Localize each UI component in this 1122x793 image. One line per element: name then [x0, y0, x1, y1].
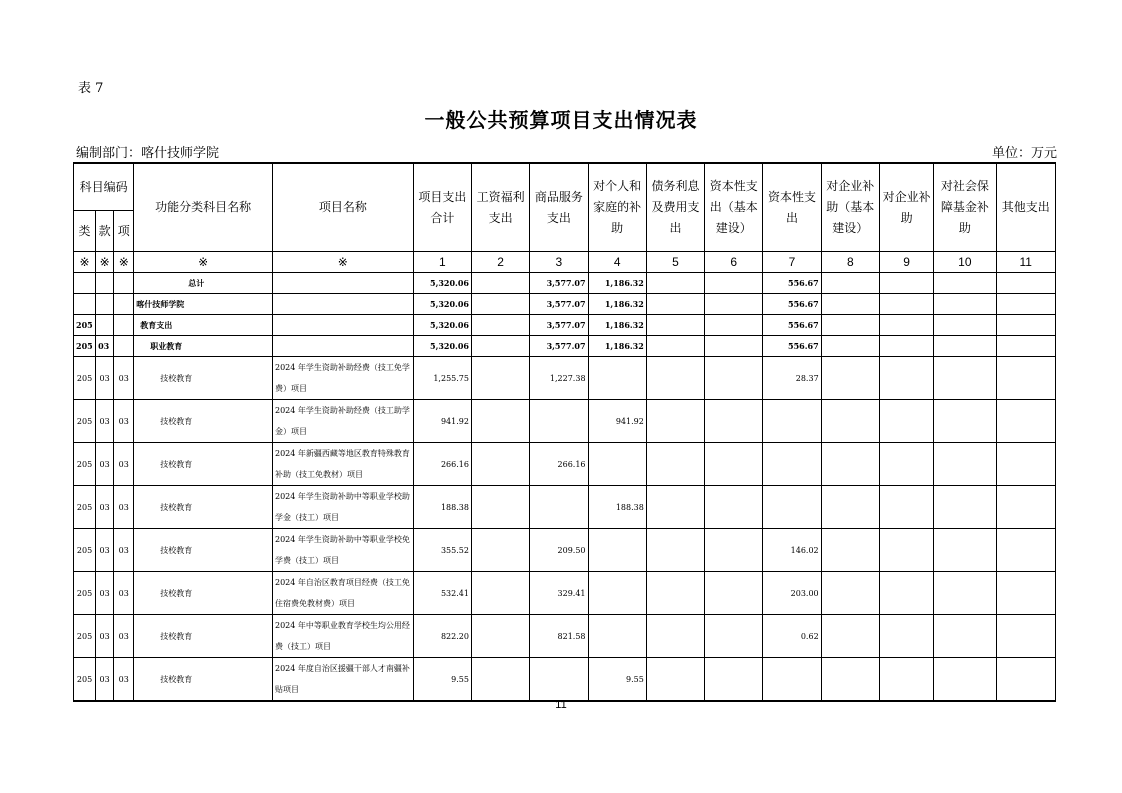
index-cell: 9 — [879, 252, 933, 273]
func-name-cell: 职业教育 — [134, 336, 273, 357]
value-cell: 556.67 — [763, 315, 821, 336]
index-cell: ※ — [134, 252, 273, 273]
value-cell — [879, 658, 933, 702]
value-cell: 5,320.06 — [413, 336, 471, 357]
value-cell — [879, 357, 933, 400]
value-cell — [471, 315, 529, 336]
value-cell: 3,577.07 — [530, 315, 588, 336]
index-cell: ※ — [272, 252, 413, 273]
summary-row — [74, 294, 1056, 315]
value-cell — [705, 486, 763, 529]
value-cell — [821, 273, 879, 294]
value-cell: 1,186.32 — [588, 336, 646, 357]
lei-cell: 205 — [74, 615, 96, 658]
kuan-cell: 03 — [96, 443, 114, 486]
func-name-cell: 技校教育 — [134, 486, 273, 529]
xiang-cell — [114, 336, 134, 357]
lei-cell — [74, 273, 96, 294]
kuan-cell — [96, 315, 114, 336]
lei-cell — [74, 294, 96, 315]
kuan-cell: 03 — [96, 486, 114, 529]
header-col-7: 资本性支出 — [763, 163, 821, 252]
value-cell — [934, 315, 996, 336]
value-cell — [879, 443, 933, 486]
proj-name-cell: 2024 年中等职业教育学校生均公用经费（技工）项目 — [272, 615, 413, 658]
value-cell: 203.00 — [763, 572, 821, 615]
index-cell: ※ — [114, 252, 134, 273]
kuan-cell: 03 — [96, 336, 114, 357]
value-cell — [821, 572, 879, 615]
kuan-cell: 03 — [96, 400, 114, 443]
value-cell — [996, 443, 1055, 486]
value-cell — [705, 357, 763, 400]
xiang-cell: 03 — [114, 400, 134, 443]
lei-cell: 205 — [74, 658, 96, 702]
value-cell — [588, 615, 646, 658]
value-cell — [821, 443, 879, 486]
lei-cell: 205 — [74, 400, 96, 443]
department-label: 编制部门：喀什技师学院 — [76, 146, 220, 161]
value-cell — [705, 529, 763, 572]
table-row — [74, 658, 1056, 702]
value-cell — [879, 400, 933, 443]
column-index-row — [74, 252, 1056, 273]
value-cell: 146.02 — [763, 529, 821, 572]
value-cell: 1,227.38 — [530, 357, 588, 400]
value-cell — [705, 336, 763, 357]
value-cell: 28.37 — [763, 357, 821, 400]
value-cell — [934, 273, 996, 294]
table-row — [74, 615, 1056, 658]
value-cell: 556.67 — [763, 336, 821, 357]
proj-name-cell: 2024 年度自治区援疆干部人才南疆补贴项目 — [272, 658, 413, 702]
index-cell: 10 — [934, 252, 996, 273]
value-cell — [821, 336, 879, 357]
value-cell — [996, 400, 1055, 443]
func-name-cell: 技校教育 — [134, 658, 273, 702]
value-cell — [530, 658, 588, 702]
index-cell: 4 — [588, 252, 646, 273]
value-cell — [996, 572, 1055, 615]
value-cell — [934, 572, 996, 615]
header-col-6: 资本性支出（基本建设） — [705, 163, 763, 252]
value-cell: 941.92 — [588, 400, 646, 443]
xiang-cell: 03 — [114, 486, 134, 529]
unit-label: 单位：万元 — [992, 146, 1058, 161]
table-row — [74, 572, 1056, 615]
page-title: 一般公共预算项目支出情况表 — [424, 108, 698, 132]
index-cell: 8 — [821, 252, 879, 273]
value-cell — [588, 529, 646, 572]
value-cell: 5,320.06 — [413, 294, 471, 315]
value-cell — [821, 529, 879, 572]
value-cell — [705, 294, 763, 315]
proj-name-cell — [272, 336, 413, 357]
index-cell: 1 — [413, 252, 471, 273]
header-col-3: 商品服务支出 — [530, 163, 588, 252]
index-cell: ※ — [74, 252, 96, 273]
header-proj-name: 项目名称 — [272, 163, 413, 252]
value-cell — [879, 336, 933, 357]
value-cell — [996, 658, 1055, 702]
value-cell: 1,186.32 — [588, 273, 646, 294]
kuan-cell: 03 — [96, 572, 114, 615]
value-cell: 9.55 — [413, 658, 471, 702]
value-cell: 188.38 — [413, 486, 471, 529]
value-cell — [588, 443, 646, 486]
kuan-cell: 03 — [96, 615, 114, 658]
value-cell — [646, 273, 704, 294]
lei-cell: 205 — [74, 486, 96, 529]
header-func-name: 功能分类科目名称 — [134, 163, 273, 252]
index-cell: 7 — [763, 252, 821, 273]
value-cell — [879, 315, 933, 336]
value-cell — [934, 294, 996, 315]
value-cell — [646, 486, 704, 529]
value-cell: 9.55 — [588, 658, 646, 702]
value-cell: 188.38 — [588, 486, 646, 529]
value-cell — [646, 357, 704, 400]
value-cell — [996, 294, 1055, 315]
table-row — [74, 400, 1056, 443]
index-cell: ※ — [96, 252, 114, 273]
value-cell — [996, 273, 1055, 294]
kuan-cell: 03 — [96, 357, 114, 400]
header-code-group: 科目编码 — [74, 163, 134, 211]
value-cell — [471, 357, 529, 400]
kuan-cell — [96, 294, 114, 315]
xiang-cell — [114, 315, 134, 336]
header-col-5: 债务利息及费用支出 — [646, 163, 704, 252]
table-row — [74, 443, 1056, 486]
index-cell: 11 — [996, 252, 1055, 273]
value-cell — [763, 443, 821, 486]
lei-cell: 205 — [74, 443, 96, 486]
value-cell — [530, 400, 588, 443]
header-col-11: 其他支出 — [996, 163, 1055, 252]
value-cell — [471, 615, 529, 658]
budget-table — [73, 162, 1056, 702]
value-cell — [471, 572, 529, 615]
value-cell — [821, 357, 879, 400]
func-name-cell: 技校教育 — [134, 400, 273, 443]
value-cell — [530, 486, 588, 529]
value-cell — [705, 615, 763, 658]
proj-name-cell: 2024 年学生资助补助中等职业学校免学费（技工）项目 — [272, 529, 413, 572]
value-cell — [879, 529, 933, 572]
xiang-cell: 03 — [114, 357, 134, 400]
value-cell — [646, 572, 704, 615]
proj-name-cell — [272, 294, 413, 315]
value-cell — [471, 400, 529, 443]
value-cell — [588, 357, 646, 400]
value-cell: 0.62 — [763, 615, 821, 658]
func-name-cell: 技校教育 — [134, 443, 273, 486]
value-cell — [763, 658, 821, 702]
value-cell: 3,577.07 — [530, 273, 588, 294]
table-number: 表 7 — [78, 81, 104, 96]
value-cell — [996, 529, 1055, 572]
value-cell — [879, 294, 933, 315]
value-cell: 5,320.06 — [413, 273, 471, 294]
proj-name-cell: 2024 年自治区教育项目经费（技工免住宿费免教材费）项目 — [272, 572, 413, 615]
value-cell — [821, 658, 879, 702]
table-row — [74, 486, 1056, 529]
value-cell — [646, 400, 704, 443]
index-cell: 5 — [646, 252, 704, 273]
value-cell — [705, 273, 763, 294]
xiang-cell: 03 — [114, 615, 134, 658]
value-cell: 1,186.32 — [588, 294, 646, 315]
value-cell — [471, 658, 529, 702]
value-cell — [821, 294, 879, 315]
table-body — [74, 252, 1056, 702]
value-cell — [646, 443, 704, 486]
value-cell: 3,577.07 — [530, 336, 588, 357]
value-cell: 5,320.06 — [413, 315, 471, 336]
value-cell — [934, 615, 996, 658]
kuan-cell: 03 — [96, 529, 114, 572]
value-cell: 209.50 — [530, 529, 588, 572]
xiang-cell — [114, 273, 134, 294]
header-col-1: 项目支出合计 — [413, 163, 471, 252]
lei-cell: 205 — [74, 529, 96, 572]
kuan-cell — [96, 273, 114, 294]
xiang-cell: 03 — [114, 658, 134, 702]
value-cell: 266.16 — [413, 443, 471, 486]
value-cell: 3,577.07 — [530, 294, 588, 315]
value-cell — [588, 572, 646, 615]
func-name-cell: 技校教育 — [134, 572, 273, 615]
value-cell — [879, 273, 933, 294]
func-name-cell: 技校教育 — [134, 615, 273, 658]
lei-cell: 205 — [74, 572, 96, 615]
value-cell — [934, 336, 996, 357]
lei-cell: 205 — [74, 357, 96, 400]
value-cell — [705, 400, 763, 443]
header-lei: 类 — [74, 211, 96, 252]
value-cell — [705, 443, 763, 486]
func-name-cell: 喀什技师学院 — [134, 294, 273, 315]
value-cell — [821, 315, 879, 336]
proj-name-cell — [272, 273, 413, 294]
func-name-cell: 教育支出 — [134, 315, 273, 336]
lei-cell: 205 — [74, 315, 96, 336]
value-cell: 532.41 — [413, 572, 471, 615]
value-cell: 1,255.75 — [413, 357, 471, 400]
proj-name-cell — [272, 315, 413, 336]
value-cell — [879, 486, 933, 529]
value-cell: 329.41 — [530, 572, 588, 615]
index-cell: 3 — [530, 252, 588, 273]
xiang-cell: 03 — [114, 572, 134, 615]
value-cell — [821, 486, 879, 529]
proj-name-cell: 2024 年学生资助补助中等职业学校助学金（技工）项目 — [272, 486, 413, 529]
value-cell — [646, 336, 704, 357]
value-cell: 941.92 — [413, 400, 471, 443]
value-cell — [934, 443, 996, 486]
value-cell: 556.67 — [763, 294, 821, 315]
value-cell — [996, 357, 1055, 400]
value-cell — [471, 273, 529, 294]
table-row — [74, 357, 1056, 400]
value-cell — [646, 294, 704, 315]
func-name-cell: 技校教育 — [134, 529, 273, 572]
xiang-cell — [114, 294, 134, 315]
value-cell — [934, 486, 996, 529]
value-cell — [646, 615, 704, 658]
header-col-9: 对企业补助 — [879, 163, 933, 252]
header-col-10: 对社会保障基金补助 — [934, 163, 996, 252]
value-cell — [705, 572, 763, 615]
value-cell — [934, 400, 996, 443]
kuan-cell: 03 — [96, 658, 114, 702]
index-cell: 2 — [471, 252, 529, 273]
proj-name-cell: 2024 年新疆西藏等地区教育特殊教育补助（技工免教材）项目 — [272, 443, 413, 486]
value-cell — [763, 486, 821, 529]
value-cell — [996, 336, 1055, 357]
summary-row — [74, 336, 1056, 357]
value-cell — [763, 400, 821, 443]
value-cell — [934, 357, 996, 400]
value-cell — [705, 658, 763, 702]
value-cell — [821, 400, 879, 443]
value-cell — [821, 615, 879, 658]
table-row — [74, 529, 1056, 572]
value-cell — [471, 486, 529, 529]
value-cell: 822.20 — [413, 615, 471, 658]
value-cell — [646, 315, 704, 336]
value-cell — [934, 529, 996, 572]
value-cell — [646, 658, 704, 702]
value-cell — [646, 529, 704, 572]
value-cell: 821.58 — [530, 615, 588, 658]
header-col-2: 工资福利支出 — [471, 163, 529, 252]
summary-row — [74, 315, 1056, 336]
value-cell — [471, 529, 529, 572]
value-cell — [879, 572, 933, 615]
func-name-cell: 总计 — [134, 273, 273, 294]
value-cell — [471, 336, 529, 357]
header-kuan: 款 — [96, 211, 114, 252]
lei-cell: 205 — [74, 336, 96, 357]
summary-row — [74, 273, 1056, 294]
xiang-cell: 03 — [114, 529, 134, 572]
index-cell: 6 — [705, 252, 763, 273]
xiang-cell: 03 — [114, 443, 134, 486]
value-cell — [705, 315, 763, 336]
header-xiang: 项 — [114, 211, 134, 252]
value-cell: 355.52 — [413, 529, 471, 572]
value-cell: 1,186.32 — [588, 315, 646, 336]
value-cell — [996, 315, 1055, 336]
header-col-4: 对个人和家庭的补助 — [588, 163, 646, 252]
value-cell: 556.67 — [763, 273, 821, 294]
proj-name-cell: 2024 年学生资助补助经费（技工助学金）项目 — [272, 400, 413, 443]
value-cell — [996, 615, 1055, 658]
value-cell — [879, 615, 933, 658]
value-cell: 266.16 — [530, 443, 588, 486]
value-cell — [471, 294, 529, 315]
value-cell — [996, 486, 1055, 529]
proj-name-cell: 2024 年学生资助补助经费（技工免学费）项目 — [272, 357, 413, 400]
func-name-cell: 技校教育 — [134, 357, 273, 400]
value-cell — [471, 443, 529, 486]
page-number: 11 — [555, 699, 567, 711]
header-col-8: 对企业补助（基本建设） — [821, 163, 879, 252]
value-cell — [934, 658, 996, 702]
